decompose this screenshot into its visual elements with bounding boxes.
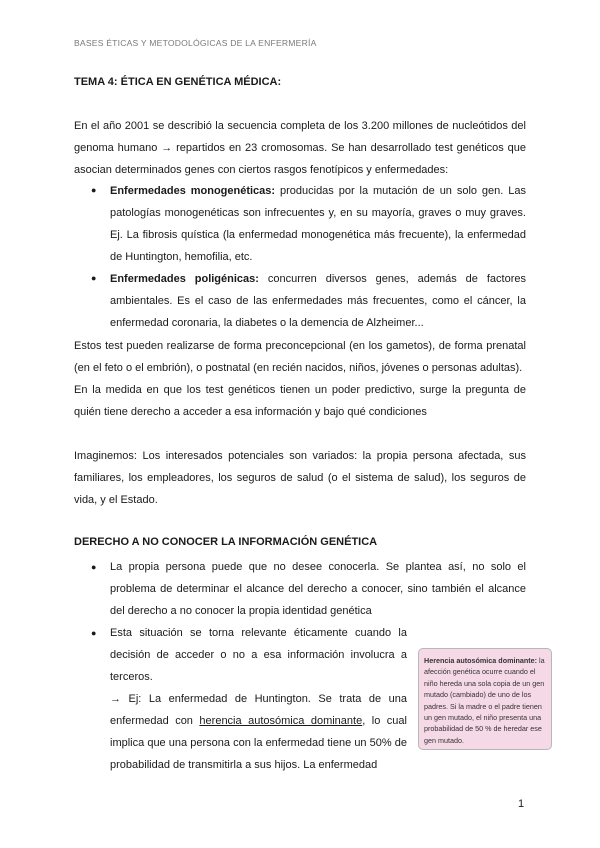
- note-term: Herencia autosómica dominante:: [424, 656, 538, 665]
- list-item-right-not-know: La propia persona puede que no desee conocerla. Se plantea así, no solo el problema de determinar el alcance del derecho a conocer, sino también el alcance del derecho a no conocer la propia identidad genética: [110, 561, 526, 617]
- running-header: BASES ÉTICAS Y METODOLÓGICAS DE LA ENFERMERÍA: [74, 38, 317, 48]
- section-heading: DERECHO A NO CONOCER LA INFORMACIÓN GENÉTICA: [74, 536, 378, 548]
- term-polygenic: Enfermedades poligénicas:: [110, 273, 259, 285]
- dominant-inheritance-link[interactable]: herencia autosómica dominante: [199, 715, 363, 727]
- page-number: 1: [518, 798, 525, 810]
- term-monogenic: Enfermedades monogenéticas:: [110, 185, 276, 197]
- example-suffix: , lo cual implica que una persona con la enfermedad tiene un 50% de probabilidad de transmitirla a sus hijos. La enfermedad: [110, 715, 407, 771]
- predictive-paragraph: En la medida en que los test genéticos tienen un poder predictivo, surge la pregunta de quién tiene derecho a acceder a esa información y bajo qué condiciones: [74, 384, 526, 418]
- intro-paragraph: En el año 2001 se describió la secuencia completa de los 3.200 millones de nucleótidos del genoma humano → repartidos en 23 cromosomas. Se han desarrollado test genéticos que asocian determinados genes con ciertos rasgos fenotípicos y enfermedades:: [74, 120, 526, 176]
- list-item-monogenic: [110, 180, 526, 268]
- page-title: TEMA 4: ÉTICA EN GENÉTICA MÉDICA:: [74, 76, 282, 88]
- bullet-marker: ●: [91, 273, 97, 283]
- huntington-example: [110, 688, 407, 776]
- sidebar-note: [418, 648, 552, 750]
- imagine-paragraph: Imaginemos: Los interesados potenciales son variados: la propia persona afectada, sus familiares, los empleadores, los seguros de salud (o el sistema de salud), los seguros de vida, y el Estado.: [74, 450, 526, 506]
- note-text: la afección genética ocurre cuando el niño hereda una sola copia de un gen mutado (cambiado) de uno de los padres. Si la madre o el padre tienen un gen mutado, el niño presenta una probabilidad de 50 % de heredar ese gen mutado.: [424, 656, 545, 745]
- tests-paragraph: Estos test pueden realizarse de forma preconcepcional (en los gametos), de forma prenatal (en el feto o el embrión), o postnatal (en recién nacidos, niños, jóvenes o personas adultas).: [74, 340, 526, 374]
- example-prefix: → Ej: La enfermedad de Huntington. Se trata de una enfermedad con: [110, 693, 407, 727]
- bullet-marker: ●: [91, 628, 97, 638]
- monogenic-description: producidas por la mutación de un solo gen. Las patologías monogenéticas son infrecuentes y, en su mayoría, graves o muy graves. Ej. La fibrosis quística (la enfermedad monogenética más frecuente), la enfermedad de Huntington, hemofilia, etc.: [110, 185, 526, 263]
- list-item-polygenic: [110, 268, 526, 334]
- bullet-marker: ●: [91, 185, 97, 195]
- bullet-marker: ●: [91, 562, 97, 572]
- polygenic-description: concurren diversos genes, además de factores ambientales. Es el caso de las enfermedades más frecuentes, como el cáncer, la enfermedad coronaria, la diabetes o la demencia de Alzheimer...: [110, 273, 526, 329]
- list-item-third-parties: Esta situación se torna relevante éticamente cuando la decisión de acceder o no a esa información involucra a terceros.: [110, 627, 407, 683]
